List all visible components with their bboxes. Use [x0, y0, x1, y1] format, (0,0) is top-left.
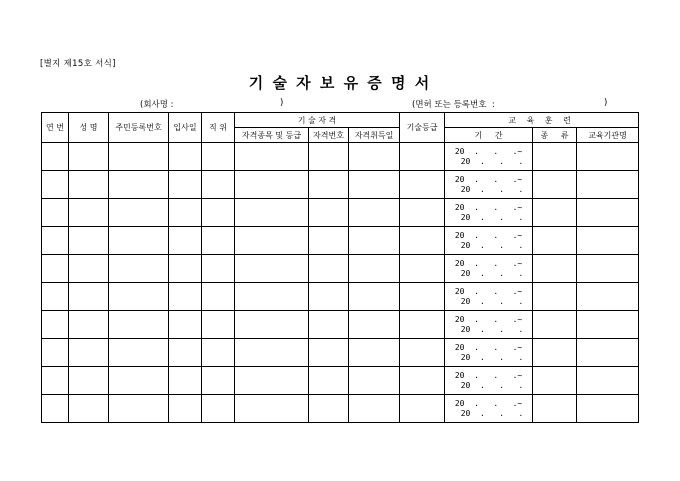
cell-no[interactable] [42, 283, 69, 311]
certificate-table [41, 112, 639, 423]
cell-kind[interactable] [533, 227, 577, 255]
cell-qual-type[interactable] [235, 171, 309, 199]
cell-join-date[interactable] [169, 171, 202, 199]
cell-join-date[interactable] [169, 339, 202, 367]
cell-qual-type[interactable] [235, 255, 309, 283]
cell-join-date[interactable] [169, 227, 202, 255]
cell-tech-grade[interactable] [400, 283, 445, 311]
cell-qual-type[interactable] [235, 227, 309, 255]
cell-period [445, 367, 533, 395]
cell-period [445, 171, 533, 199]
header-join-date: 입사일 [169, 113, 202, 143]
form-number: [별지 제15호 서식] [40, 59, 116, 69]
cell-tech-grade[interactable] [400, 367, 445, 395]
cell-qual-number[interactable] [309, 395, 349, 423]
header-no: 연 번 [42, 113, 69, 143]
cell-tech-grade[interactable] [400, 311, 445, 339]
period-start-line: 20 . . .~ [454, 370, 523, 380]
cell-qual-number[interactable] [309, 339, 349, 367]
cell-kind[interactable] [533, 339, 577, 367]
cell-kind[interactable] [533, 255, 577, 283]
cell-resident-id[interactable] [109, 171, 169, 199]
cell-qual-number[interactable] [309, 199, 349, 227]
period-end-line: 20 . . . [460, 268, 524, 278]
cell-qual-type[interactable] [235, 311, 309, 339]
cell-join-date[interactable] [169, 395, 202, 423]
cell-institution[interactable] [577, 367, 639, 395]
period-start-line: 20 . . .~ [454, 286, 523, 296]
header-position: 직 위 [202, 113, 235, 143]
table-row [42, 143, 639, 171]
cell-institution[interactable] [577, 255, 639, 283]
cell-qual-number[interactable] [309, 311, 349, 339]
cell-tech-grade[interactable] [400, 199, 445, 227]
cell-qual-date[interactable] [349, 339, 400, 367]
cell-institution[interactable] [577, 339, 639, 367]
period-end-line: 20 . . . [460, 324, 524, 334]
header-tech-grade: 기술등급 [400, 113, 445, 143]
cell-resident-id[interactable] [109, 255, 169, 283]
table-row [42, 199, 639, 227]
cell-tech-grade[interactable] [400, 143, 445, 171]
cell-tech-grade[interactable] [400, 395, 445, 423]
cell-name[interactable] [69, 227, 109, 255]
header-institution: 교육기관명 [577, 128, 639, 143]
cell-qual-date[interactable] [349, 199, 400, 227]
cell-period [445, 255, 533, 283]
cell-name[interactable] [69, 339, 109, 367]
cell-join-date[interactable] [169, 283, 202, 311]
license-close: ) [604, 98, 608, 108]
cell-qual-date[interactable] [349, 171, 400, 199]
cell-join-date[interactable] [169, 255, 202, 283]
cell-no[interactable] [42, 199, 69, 227]
cell-kind[interactable] [533, 283, 577, 311]
cell-institution[interactable] [577, 227, 639, 255]
cell-resident-id[interactable] [109, 367, 169, 395]
cell-position[interactable] [202, 227, 235, 255]
period-start-line: 20 . . .~ [454, 258, 523, 268]
cell-qual-number[interactable] [309, 143, 349, 171]
cell-kind[interactable] [533, 143, 577, 171]
period-end-line: 20 . . . [460, 156, 524, 166]
cell-qual-date[interactable] [349, 395, 400, 423]
table-row [42, 283, 639, 311]
cell-institution[interactable] [577, 395, 639, 423]
cell-position[interactable] [202, 199, 235, 227]
table-row [42, 171, 639, 199]
cell-period [445, 311, 533, 339]
period-end-line: 20 . . . [460, 212, 524, 222]
period-start-line: 20 . . .~ [454, 146, 523, 156]
header-kind: 종 류 [533, 128, 577, 143]
table-row [42, 227, 639, 255]
cell-resident-id[interactable] [109, 339, 169, 367]
cell-join-date[interactable] [169, 143, 202, 171]
period-start-line: 20 . . .~ [454, 202, 523, 212]
cell-qual-number[interactable] [309, 367, 349, 395]
cell-kind[interactable] [533, 311, 577, 339]
cell-name[interactable] [69, 367, 109, 395]
cell-position[interactable] [202, 311, 235, 339]
cell-tech-grade[interactable] [400, 255, 445, 283]
cell-join-date[interactable] [169, 367, 202, 395]
page-title: 기 술 자 보 유 증 명 서 [248, 74, 432, 92]
cell-period [445, 395, 533, 423]
period-end-line: 20 . . . [460, 296, 524, 306]
cell-position[interactable] [202, 171, 235, 199]
cell-no[interactable] [42, 227, 69, 255]
cell-qual-type[interactable] [235, 339, 309, 367]
cell-qual-type[interactable] [235, 283, 309, 311]
header-name: 성 명 [69, 113, 109, 143]
period-end-line: 20 . . . [460, 240, 524, 250]
cell-no[interactable] [42, 311, 69, 339]
cell-qual-type[interactable] [235, 143, 309, 171]
cell-no[interactable] [42, 395, 69, 423]
cell-no[interactable] [42, 367, 69, 395]
cell-qual-number[interactable] [309, 255, 349, 283]
table-row [42, 311, 639, 339]
cell-position[interactable] [202, 283, 235, 311]
cell-institution[interactable] [577, 199, 639, 227]
cell-no[interactable] [42, 143, 69, 171]
period-start-line: 20 . . .~ [454, 398, 523, 408]
cell-period [445, 199, 533, 227]
cell-tech-grade[interactable] [400, 227, 445, 255]
cell-position[interactable] [202, 255, 235, 283]
cell-qual-date[interactable] [349, 255, 400, 283]
cell-kind[interactable] [533, 395, 577, 423]
cell-position[interactable] [202, 339, 235, 367]
cell-qual-type[interactable] [235, 199, 309, 227]
period-start-line: 20 . . .~ [454, 314, 523, 324]
cell-kind[interactable] [533, 171, 577, 199]
company-close: ) [280, 98, 284, 108]
header-resident-id: 주민등록번호 [109, 113, 169, 143]
period-start-line: 20 . . .~ [454, 342, 523, 352]
cell-name[interactable] [69, 199, 109, 227]
cell-name[interactable] [69, 283, 109, 311]
cell-qual-number[interactable] [309, 171, 349, 199]
header-period: 기 간 [445, 128, 533, 143]
cell-resident-id[interactable] [109, 395, 169, 423]
cell-qual-number[interactable] [309, 227, 349, 255]
cell-join-date[interactable] [169, 199, 202, 227]
cell-qual-date[interactable] [349, 227, 400, 255]
cell-qual-date[interactable] [349, 367, 400, 395]
header-qual-number: 자격번호 [309, 128, 349, 143]
cell-resident-id[interactable] [109, 227, 169, 255]
cell-institution[interactable] [577, 311, 639, 339]
cell-institution[interactable] [577, 283, 639, 311]
cell-period [445, 143, 533, 171]
cell-qual-date[interactable] [349, 283, 400, 311]
period-end-line: 20 . . . [460, 408, 524, 418]
cell-resident-id[interactable] [109, 143, 169, 171]
header-qualification-group: 기 술 자 격 [235, 113, 400, 128]
table-row [42, 367, 639, 395]
cell-kind[interactable] [533, 367, 577, 395]
cell-period [445, 283, 533, 311]
cell-join-date[interactable] [169, 311, 202, 339]
cell-name[interactable] [69, 143, 109, 171]
header-qual-date: 자격취득일 [349, 128, 400, 143]
period-end-line: 20 . . . [460, 380, 524, 390]
cell-name[interactable] [69, 395, 109, 423]
cell-no[interactable] [42, 339, 69, 367]
cell-resident-id[interactable] [109, 199, 169, 227]
cell-name[interactable] [69, 255, 109, 283]
table-row [42, 395, 639, 423]
header-qual-type: 자격종목 및 등급 [235, 128, 309, 143]
cell-institution[interactable] [577, 143, 639, 171]
cell-tech-grade[interactable] [400, 171, 445, 199]
cell-qual-date[interactable] [349, 311, 400, 339]
cell-kind[interactable] [533, 199, 577, 227]
period-end-line: 20 . . . [460, 184, 524, 194]
period-end-line: 20 . . . [460, 352, 524, 362]
cell-no[interactable] [42, 255, 69, 283]
cell-name[interactable] [69, 171, 109, 199]
cell-resident-id[interactable] [109, 311, 169, 339]
cell-period [445, 227, 533, 255]
cell-period [445, 339, 533, 367]
cell-position[interactable] [202, 395, 235, 423]
table-row [42, 339, 639, 367]
cell-position[interactable] [202, 143, 235, 171]
cell-name[interactable] [69, 311, 109, 339]
cell-resident-id[interactable] [109, 283, 169, 311]
header-training-group: 교 육 훈 련 [445, 113, 639, 128]
cell-institution[interactable] [577, 171, 639, 199]
cell-tech-grade[interactable] [400, 339, 445, 367]
license-label: (면허 또는 등록번호 : [412, 100, 495, 110]
cell-qual-date[interactable] [349, 143, 400, 171]
table-row [42, 255, 639, 283]
period-start-line: 20 . . .~ [454, 174, 523, 184]
cell-no[interactable] [42, 171, 69, 199]
cell-qual-number[interactable] [309, 283, 349, 311]
cell-position[interactable] [202, 367, 235, 395]
cell-qual-type[interactable] [235, 395, 309, 423]
period-start-line: 20 . . .~ [454, 230, 523, 240]
cell-qual-type[interactable] [235, 367, 309, 395]
company-label: (회사명 : [140, 100, 174, 110]
